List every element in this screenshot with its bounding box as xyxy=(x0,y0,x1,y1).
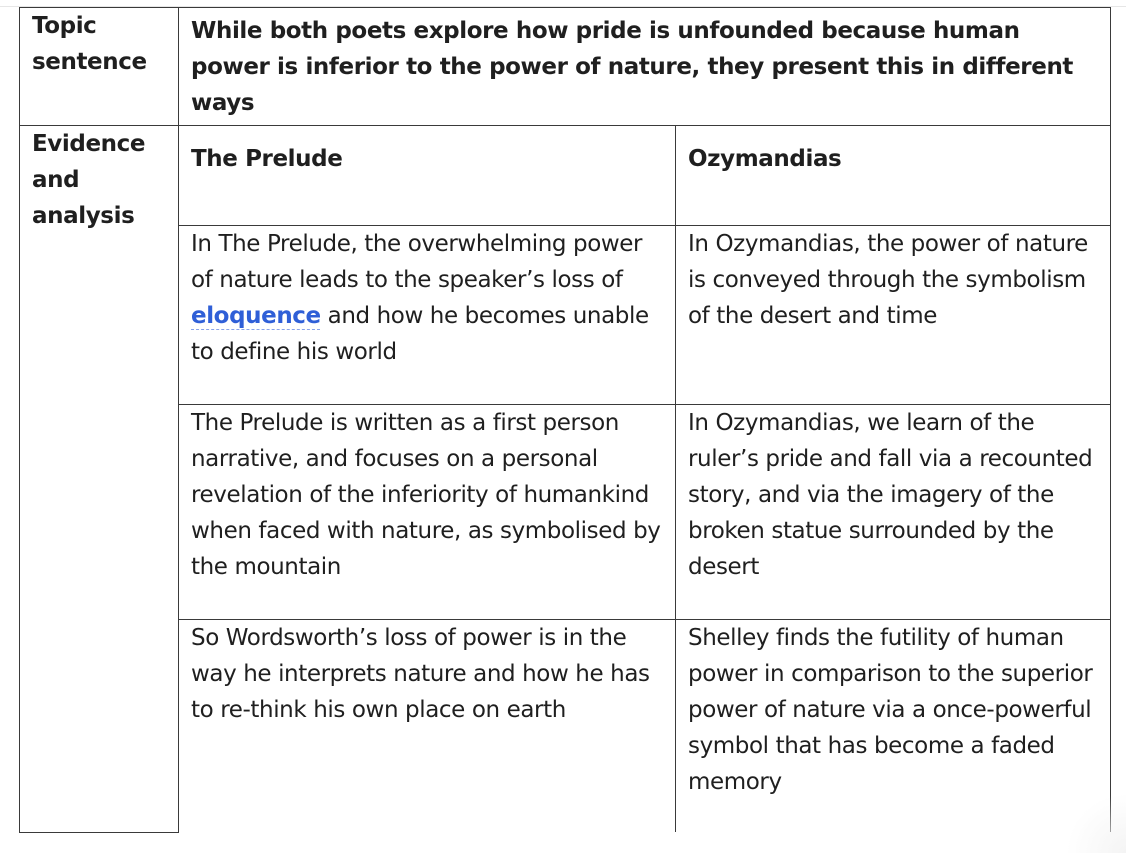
topic-label: Topic sentence xyxy=(20,8,179,126)
table-row xyxy=(20,226,1111,405)
prelude-cell-1-text-end: and how he becomes unable to define his world xyxy=(191,303,649,365)
prelude-column-header: The Prelude xyxy=(179,126,676,226)
table-row xyxy=(20,405,1111,620)
ozymandias-column-header: Ozymandias xyxy=(676,126,1111,226)
ozymandias-cell-1: In Ozymandias, the power of nature is conveyed through the symbolism of the desert and time xyxy=(676,226,1111,405)
ozymandias-cell-2: In Ozymandias, we learn of the ruler’s pride and fall via a recounted story, and via the imagery of the broken statue surrounded by the desert xyxy=(676,405,1111,620)
evidence-label: Evidence and analysis xyxy=(20,126,179,833)
prelude-cell-1-text-start: In The Prelude, the overwhelming power of nature leads to the speaker’s loss of xyxy=(191,231,643,293)
topic-row xyxy=(20,8,1111,126)
topic-sentence-text: While both poets explore how pride is unfounded because human power is inferior to the power of nature, they present this in different ways xyxy=(179,8,1111,126)
table-row xyxy=(20,620,1111,833)
corner-shadow xyxy=(1066,793,1126,853)
eloquence-glossary-link[interactable]: eloquence xyxy=(191,303,321,329)
ozymandias-cell-3: Shelley finds the futility of human power in comparison to the superior power of nature via a once-powerful symbol that has become a faded memory xyxy=(676,620,1111,833)
prelude-cell-3: So Wordsworth’s loss of power is in the way he interprets nature and how he has to re-think his own place on earth xyxy=(179,620,676,833)
prelude-cell-1 xyxy=(179,226,676,405)
column-header-row xyxy=(20,126,1111,226)
poem-comparison-table xyxy=(19,7,1111,833)
prelude-cell-2: The Prelude is written as a first person narrative, and focuses on a personal revelation of the inferiority of humankind when faced with nature, as symbolised by the mountain xyxy=(179,405,676,620)
